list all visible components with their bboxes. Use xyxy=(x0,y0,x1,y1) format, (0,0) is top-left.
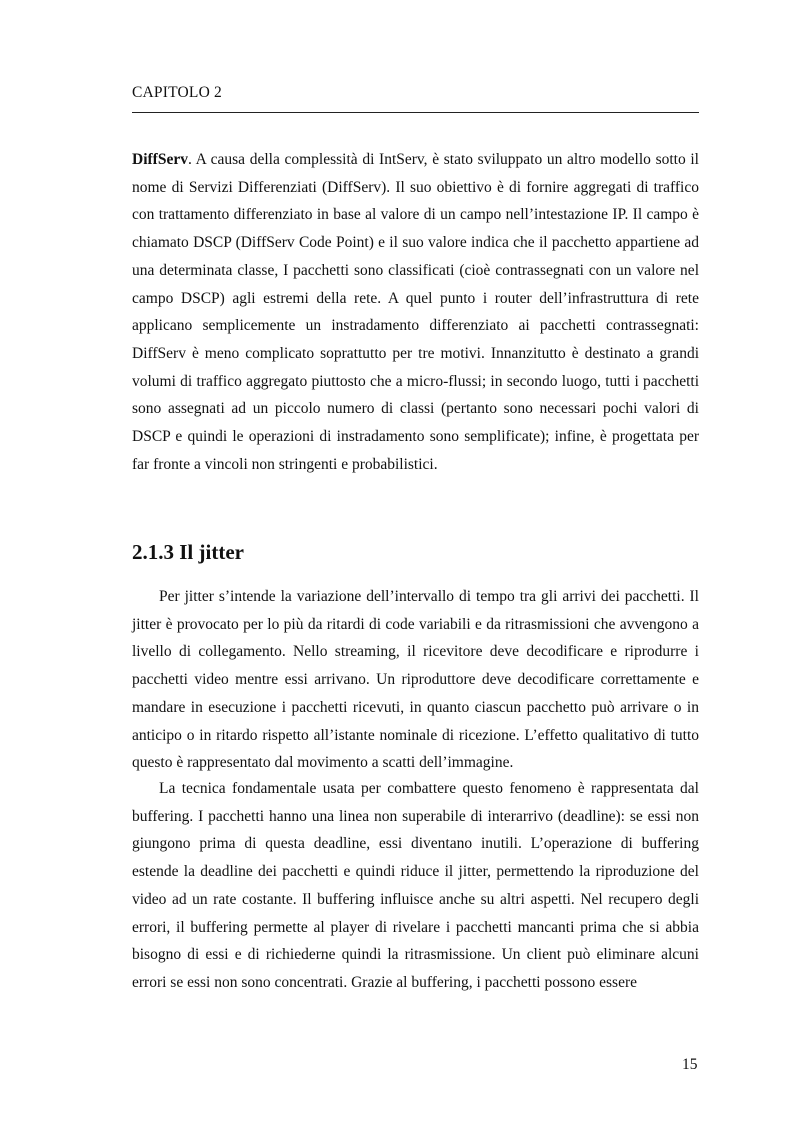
diffserv-term: DiffServ xyxy=(132,151,188,168)
section-heading: 2.1.3 Il jitter xyxy=(132,540,244,564)
running-header: CAPITOLO 2 xyxy=(132,84,222,101)
header-rule xyxy=(132,112,699,113)
diffserv-text: . A causa della complessità di IntServ, è stato sviluppato un altro modello sotto il nome di Servizi Differenziati (DiffServ). Il suo obiettivo è di fornire aggregati di traffico con trattamento differenziato in base al valore di un campo nell’intestazione IP. Il campo è chiamato DSCP (DiffServ Code Point) e il suo valore indica che il pacchetto appartiene ad una determinata classe, I pacchetti sono classificati (cioè contrassegnati con un valore nel campo DSCP) agli estremi della rete. A quel punto i router dell’infrastruttura di rete applicano semplicemente un instradamento differenziato ai pacchetti contrassegnati: DiffServ è meno complicato soprattutto per tre motivi. Innanzitutto è destinato a grandi volumi di traffico aggregato piuttosto che a micro-flussi; in secondo luogo, tutti i pacchetti sono assegnati ad un piccolo numero di classi (pertanto sono necessari pochi valori di DSCP e quindi le operazioni di instradamento sono semplificate); infine, è progettata per far fronte a vincoli non stringenti e probabilistici. xyxy=(132,151,699,473)
paragraph-jitter-definition: Per jitter s’intende la variazione dell’intervallo di tempo tra gli arrivi dei pacchetti. Il jitter è provocato per lo più da ritardi di code variabili e da ritrasmissioni che avvengono a livello di collegamento. Nello streaming, il ricevitore deve decodificare e riprodurre i pacchetti video mentre essi arrivano. Un riproduttore deve decodificare correttamente e mandare in esecuzione i pacchetti ricevuti, in quanto ciascun pacchetto può arrivare o in anticipo o in ritardo rispetto all’istante nominale di ricezione. L’effetto qualitativo di tutto questo è rappresentato dal movimento a scatti dell’immagine. xyxy=(132,588,699,772)
paragraph-diffserv xyxy=(132,146,699,478)
paragraph-buffering: La tecnica fondamentale usata per combattere questo fenomeno è rappresentata dal buffering. I pacchetti hanno una linea non superabile di interarrivo (deadline): se essi non giungono prima di questa deadline, essi diventano inutili. L’operazione di buffering estende la deadline dei pacchetti e quindi riduce il jitter, permettendo la riproduzione del video ad un rate costante. Il buffering influisce anche su altri aspetti. Nel recupero degli errori, il buffering permette al player di rivelare i pacchetti mancanti prima che si abbia bisogno di essi e di richiederne quindi la ritrasmissione. Un client può eliminare alcuni errori se essi non sono concentrati. Grazie al buffering, i pacchetti possono essere xyxy=(132,780,699,991)
page-number: 15 xyxy=(682,1056,698,1073)
